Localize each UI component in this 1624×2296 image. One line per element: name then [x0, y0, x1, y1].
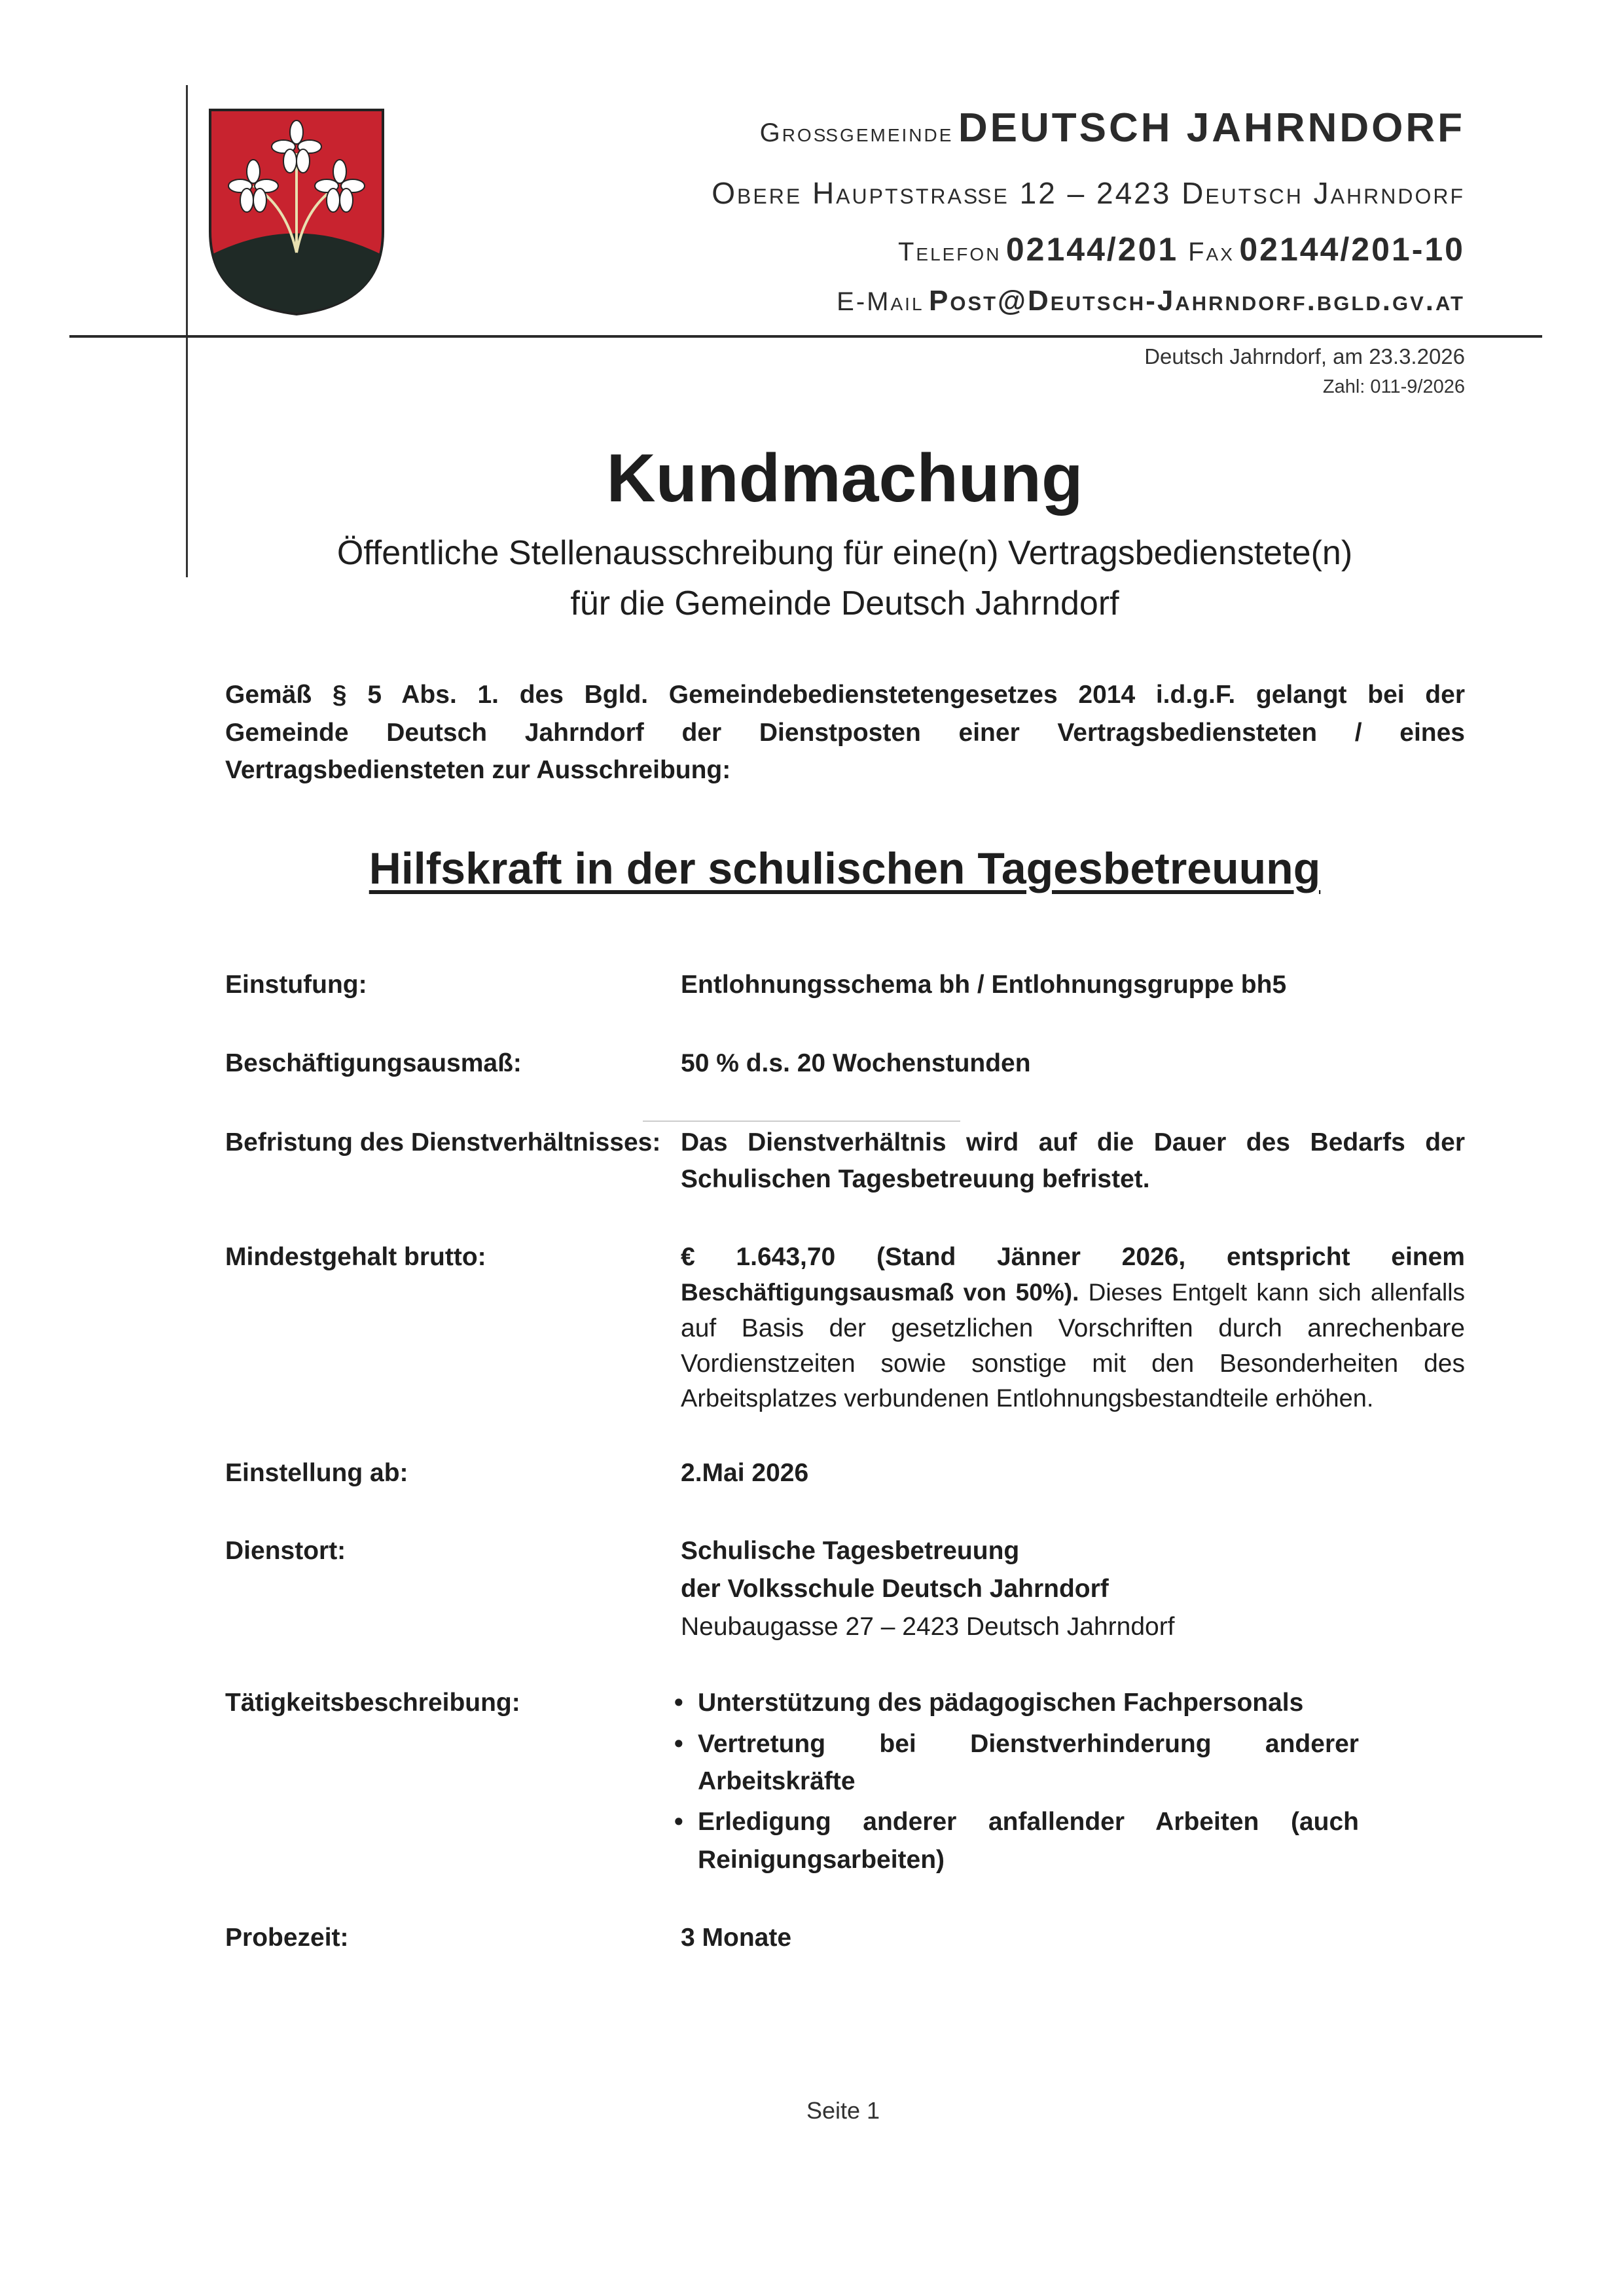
value-dienstort: Schulische Tagesbetreuung — [681, 1537, 1020, 1565]
bullet-icon: • — [674, 1808, 683, 1836]
salary-note-line: Vordienstzeiten sowie sonstige mit den Besonderheiten des — [681, 1350, 1465, 1378]
phone-label: Telefon — [897, 238, 1001, 266]
value-probezeit: 3 Monate — [681, 1924, 792, 1952]
header-divider — [69, 335, 1542, 338]
subtitle-line-2: für die Gemeinde Deutsch Jahrndorf — [570, 584, 1119, 622]
value-beschaeftigungsausmass: 50 % d.s. 20 Wochenstunden — [681, 1049, 1031, 1077]
value-mindestgehalt — [681, 1279, 1465, 1306]
label-mindestgehalt: Mindestgehalt brutto: — [225, 1243, 486, 1271]
task-item: Arbeitskräfte — [698, 1767, 856, 1795]
label-probezeit: Probezeit: — [225, 1924, 349, 1952]
fax-number: 02144/201-10 — [1239, 231, 1465, 268]
label-einstufung: Einstufung: — [225, 971, 367, 999]
letterhead-email — [837, 285, 1465, 317]
coat-of-arms-logo — [208, 107, 386, 317]
value-mindestgehalt: € 1.643,70 (Stand Jänner 2026, entspricht einem — [681, 1243, 1465, 1271]
label-taetigkeit: Tätigkeitsbeschreibung: — [225, 1689, 520, 1717]
task-item: Unterstützung des pädagogischen Fachpersonals — [698, 1689, 1304, 1717]
phone-number: 02144/201 — [1005, 231, 1179, 268]
faint-scan-line — [643, 1121, 960, 1122]
label-befristung: Befristung des Dienstverhältnisses: — [225, 1128, 661, 1157]
value-befristung: Schulischen Tagesbetreuung befristet. — [681, 1165, 1150, 1193]
letterhead-address: Obere Hauptstraße 12 – 2423 Deutsch Jahrndorf — [712, 176, 1465, 210]
intro-line: Gemeinde Deutsch Jahrndorf der Dienstposten einer Vertragsbediensteten / eines — [225, 719, 1465, 747]
value-einstufung: Entlohnungsschema bh / Entlohnungsgruppe bh5 — [681, 971, 1287, 999]
bullet-icon: • — [674, 1689, 683, 1717]
letterhead-municipality — [760, 105, 1465, 151]
task-item: Erledigung anderer anfallender Arbeiten (auch — [698, 1808, 1359, 1836]
value-befristung: Das Dienstverhältnis wird auf die Dauer des Bedarfs der — [681, 1128, 1465, 1157]
place-date: Deutsch Jahrndorf, am 23.3.2026 — [1144, 344, 1465, 368]
value-dienstort: Neubaugasse 27 – 2423 Deutsch Jahrndorf — [681, 1613, 1175, 1641]
task-item: Reinigungsarbeiten) — [698, 1846, 945, 1874]
subtitle-line-1: Öffentliche Stellenausschreibung für eine(n) Vertragsbedienstete(n) — [336, 534, 1353, 572]
salary-note: Dieses Entgelt kann sich allenfalls — [1079, 1279, 1465, 1306]
position-heading: Hilfskraft in der schulischen Tagesbetreuung — [369, 844, 1321, 893]
value-einstellung: 2.Mai 2026 — [681, 1459, 809, 1487]
label-dienstort: Dienstort: — [225, 1537, 346, 1565]
bullet-icon: • — [674, 1730, 683, 1758]
intro-line: Gemäß § 5 Abs. 1. des Bgld. Gemeindebedienstetengesetzes 2014 i.d.g.F. gelangt bei der — [225, 681, 1465, 709]
reference-number: Zahl: 011-9/2026 — [1322, 376, 1465, 397]
task-item: Vertretung bei Dienstverhinderung anderer — [698, 1730, 1359, 1758]
page-number: Seite 1 — [806, 2097, 880, 2124]
salary-note-line: auf Basis der gesetzlichen Vorschriften durch anrechenbare — [681, 1314, 1465, 1342]
label-einstellung: Einstellung ab: — [225, 1459, 408, 1487]
document-title: Kundmachung — [606, 440, 1083, 516]
letterhead-phone-fax — [898, 230, 1465, 268]
email-label: E-Mail — [837, 287, 924, 316]
salary-note-line: Arbeitsplatzes verbundenen Entlohnungsbestandteile erhöhen. — [681, 1385, 1374, 1412]
value-dienstort: der Volksschule Deutsch Jahrndorf — [681, 1575, 1109, 1603]
municipality-name: DEUTSCH JAHRNDORF — [958, 105, 1465, 151]
municipality-prefix: Großgemeinde — [759, 118, 954, 147]
intro-line: Vertragsbediensteten zur Ausschreibung: — [225, 756, 731, 784]
email-address[interactable]: Post@Deutsch-Jahrndorf.bgld.gv.at — [928, 285, 1465, 317]
salary-percentage: Beschäftigungsausmaß von 50%). — [681, 1279, 1079, 1306]
label-beschaeftigungsausmass: Beschäftigungsausmaß: — [225, 1049, 522, 1077]
fax-label: Fax — [1188, 238, 1235, 266]
